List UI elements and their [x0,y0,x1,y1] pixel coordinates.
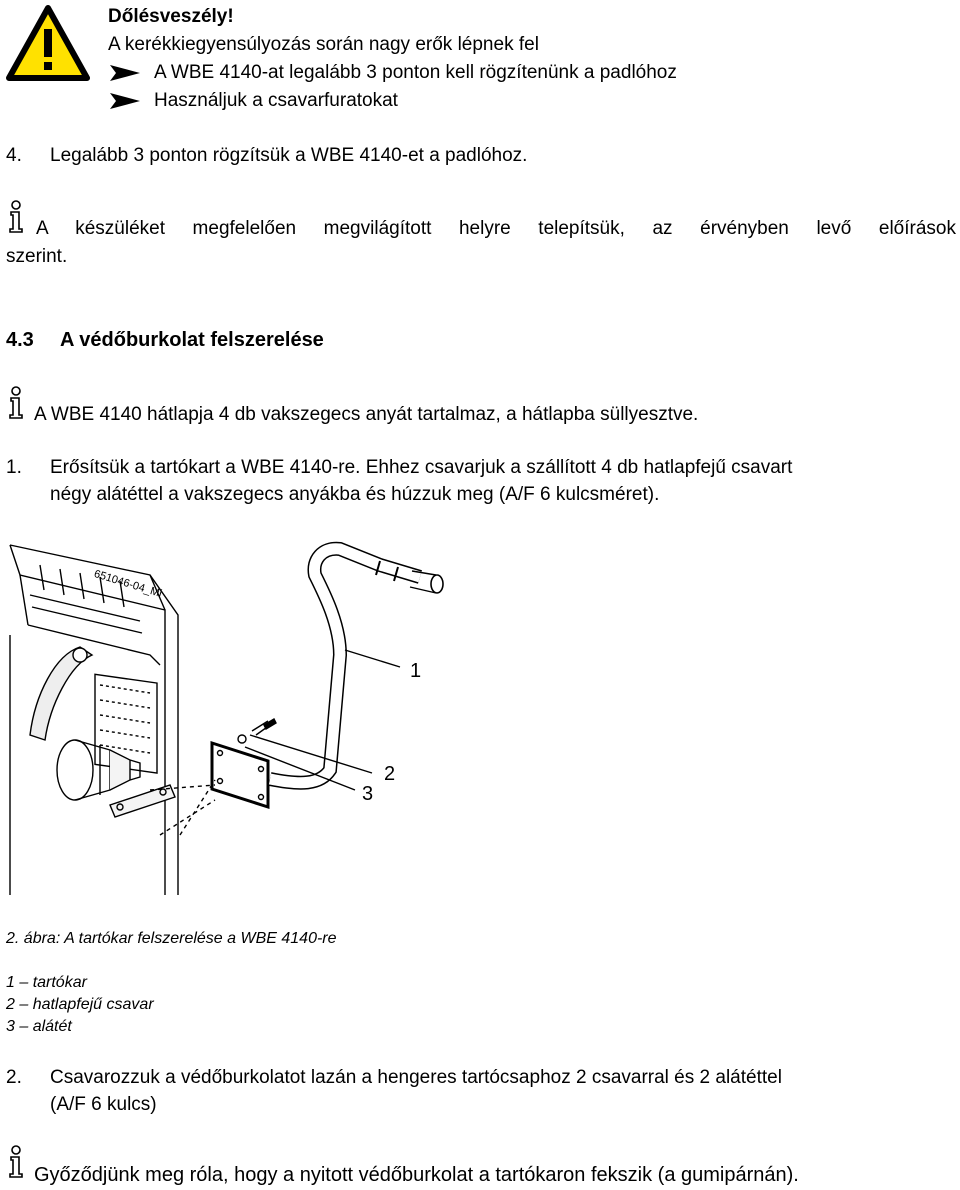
figure-callout: 3 [362,783,374,805]
step-text: négy alátéttel a vakszegecs anyákba és húzzuk meg (A/F 6 kulcsméret). [50,484,660,505]
step-text: Legalább 3 ponton rögzítsük a WBE 4140-et a padlóhoz. [50,145,528,166]
info-icon [4,386,28,420]
figure-caption: 2. ábra: A tartókar felszerelése a WBE 4140-re [6,930,337,947]
info-text: A WBE 4140 hátlapja 4 db vakszegecs anyát tartalmaz, a hátlapba süllyesztve. [34,404,699,425]
warning-title: Dőlésveszély! [108,6,234,27]
warning-bullet-text: Használjuk a csavarfuratokat [154,90,398,111]
info-text: Győződjünk meg róla, hogy a nyitott védőburkolat a tartókaron fekszik (a gumipárnán). [34,1164,799,1186]
info-text [6,218,956,240]
figure-callout: 1 [410,660,422,682]
info-icon [4,1145,28,1179]
figure-code: 651046-04_Mi [92,568,164,601]
step-number: 2. [6,1067,22,1088]
figure-callout: 2 [384,763,396,785]
section-number: 4.3 [6,329,34,351]
info-text-line: szerint. [6,246,68,267]
warning-icon [6,5,90,81]
figure-illustration [0,535,480,905]
step-text: Erősítsük a tartókart a WBE 4140-re. Ehhez csavarjuk a szállított 4 db hatlapfejű csavart [50,457,793,478]
warning-bullet [110,90,398,112]
step-text: Csavarozzuk a védőburkolatot lazán a hengeres tartócsaphoz 2 csavarral és 2 alátéttel [50,1067,782,1088]
legend-item: 1 – tartókar [6,974,87,991]
warning-bullet [110,62,677,84]
warning-text: A kerékkiegyensúlyozás során nagy erők lépnek fel [108,34,539,55]
legend-item: 3 – alátét [6,1018,72,1035]
arrow-bullet-icon [110,65,140,81]
step-number: 4. [6,145,22,166]
warning-bullet-text: A WBE 4140-at legalább 3 ponton kell rögzítenünk a padlóhoz [154,62,677,83]
info-text-line: A készüléket megfelelően megvilágított helyre telepítsük, az érvényben levő előírások [36,218,956,239]
step-text: (A/F 6 kulcs) [50,1094,157,1115]
section-title: A védőburkolat felszerelése [60,329,324,351]
step-number: 1. [6,457,22,478]
arrow-bullet-icon [110,93,140,109]
legend-item: 2 – hatlapfejű csavar [6,996,154,1013]
